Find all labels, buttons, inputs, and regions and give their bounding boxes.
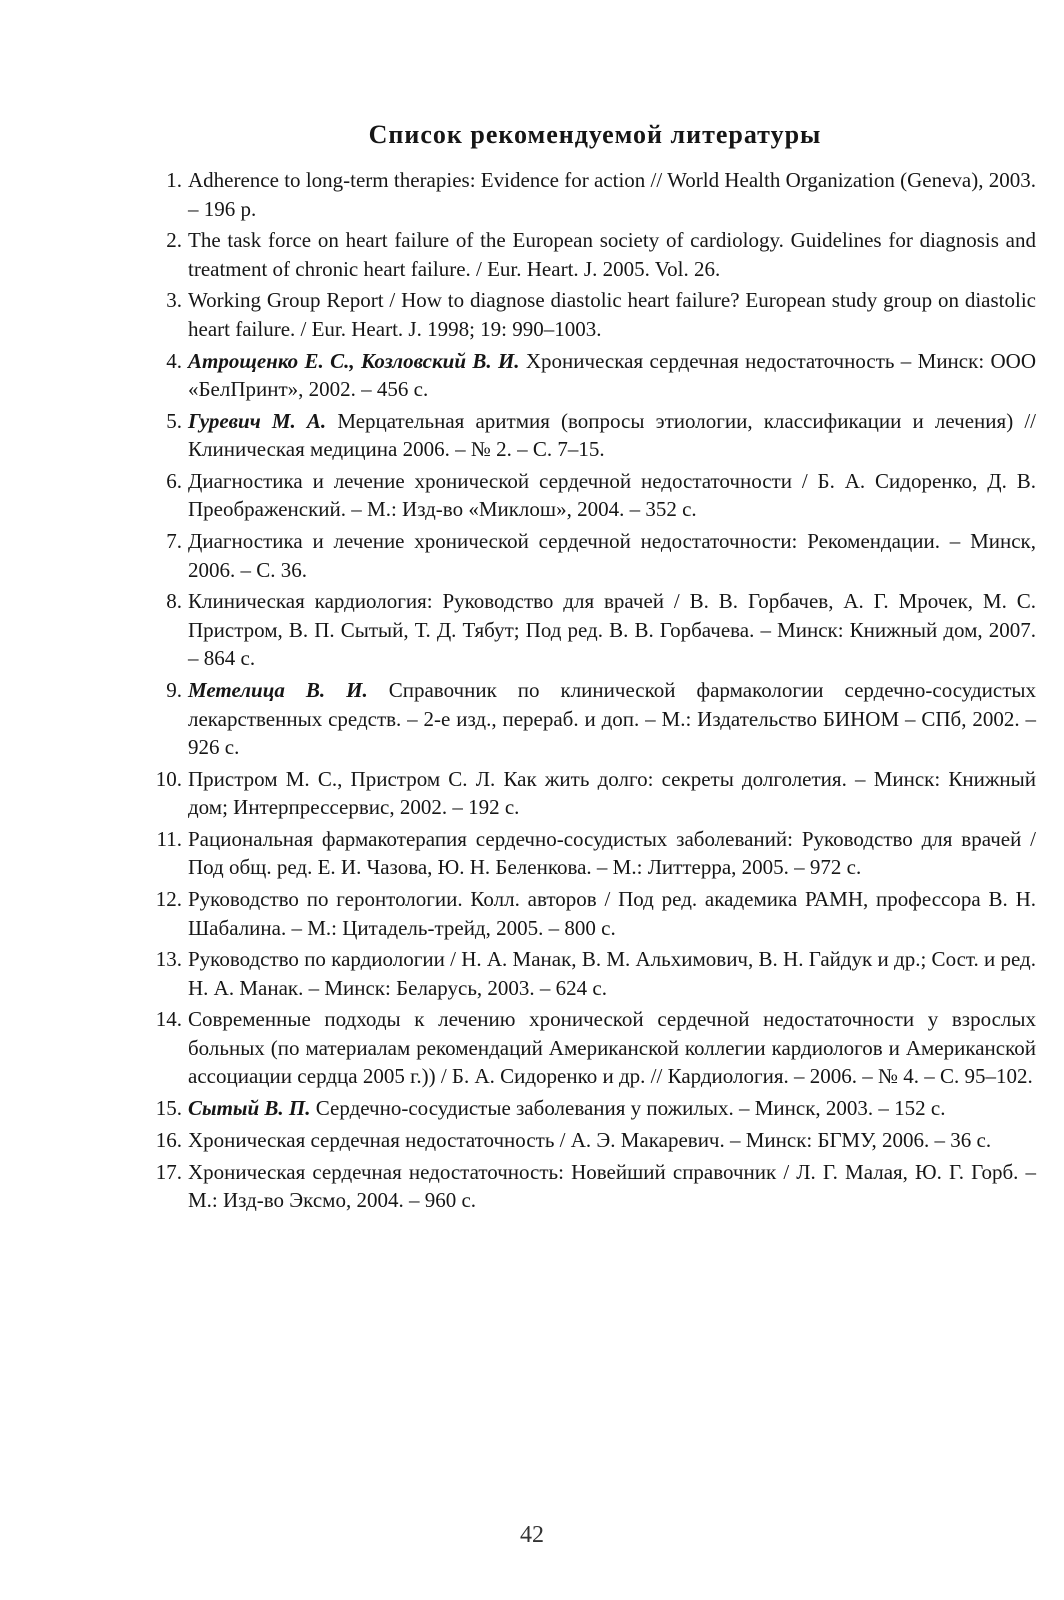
reference-number: 1.	[166, 168, 182, 192]
reference-text: Working Group Report / How to diagnose diastolic heart failure? European study group on diastolic heart failure. / Eur. Heart. J. 1998; 19: 990–1003.	[188, 288, 1036, 341]
reference-item	[148, 226, 1036, 283]
reference-text: Хроническая сердечная недостаточность – Минск: ООО «БелПринт», 2002. – 456 с.	[188, 348, 1036, 402]
reference-item	[148, 676, 1036, 762]
reference-number: 12.	[155, 887, 182, 912]
reference-number: 11.	[156, 826, 182, 851]
page-number: 42	[520, 1522, 544, 1548]
reference-item	[148, 1158, 1036, 1215]
reference-number: 8.	[166, 589, 182, 614]
reference-item	[148, 347, 1036, 404]
reference-text: Руководство по геронтологии. Колл. авторов / Под ред. академика РАМН, профессора В. Н. Шабалина. – М.: Цитадель-трейд, 2005. – 800 с.	[188, 887, 1036, 940]
reference-author: Сытый В. П.	[188, 1096, 311, 1121]
reference-text: Пристром М. С., Пристром С. Л. Как жить долго: секреты долголетия. – Минск: Книжный дом; Интерпрессервис, 2002. – 192 с.	[188, 766, 1036, 820]
reference-text: Современные подходы к лечению хронической сердечной недостаточности у взрослых больных (по материалам рекомендаций Американской коллегии кардиологов и Американской ассоциации сердца 2005 г.)) / Б. А. Сидоренко и др. // Кардиология. – 2006. – № 4. – С. 95–102.	[188, 1007, 1036, 1089]
reference-text: Хроническая сердечная недостаточность: Новейший справочник / Л. Г. Малая, Ю. Г. Горб. – М.: Изд-во Эксмо, 2004. – 960 с.	[188, 1159, 1036, 1212]
reference-item	[148, 166, 1036, 223]
reference-number: 4.	[166, 348, 182, 373]
reference-text: Мерцательная аритмия (вопросы этиологии, классификации и лечения) // Клиническая медицина 2006. – № 2. – С. 7–15.	[188, 408, 1036, 462]
reference-item	[148, 587, 1036, 673]
reference-number: 10.	[155, 766, 182, 791]
reference-item	[148, 527, 1036, 584]
reference-number: 6.	[166, 468, 182, 493]
reference-number: 7.	[166, 529, 182, 554]
reference-author: Атрощенко Е. С., Козловский В. И.	[188, 348, 520, 373]
reference-number: 13.	[155, 947, 182, 972]
reference-text: Диагностика и лечение хронической сердечной недостаточности: Рекомендации. – Минск, 2006. – С. 36.	[188, 529, 1036, 582]
reference-item	[148, 407, 1036, 464]
reference-item	[148, 765, 1036, 822]
page-title: Список рекомендуемой литературы	[368, 120, 822, 149]
reference-number: 17.	[155, 1159, 182, 1184]
reference-text: Хроническая сердечная недостаточность / А. Э. Макаревич. – Минск: БГМУ, 2006. – 36 с.	[188, 1127, 992, 1152]
reference-text: Клиническая кардиология: Руководство для врачей / В. В. Горбачев, А. Г. Мрочек, М. С. Пристром, В. П. Сытый, Т. Д. Тябут; Под ред. В. В. Горбачева. – Минск: Книжный дом, 2007. – 864 с.	[188, 589, 1036, 671]
reference-number: 14.	[155, 1007, 182, 1032]
reference-item	[148, 467, 1036, 524]
reference-text: Диагностика и лечение хронической сердечной недостаточности / Б. А. Сидоренко, Д. В. Преображенский. – М.: Изд-во «Миклош», 2004. – 352 с.	[188, 468, 1036, 522]
reference-text: Руководство по кардиологии / Н. А. Манак, В. М. Альхимович, В. Н. Гайдук и др.; Сост. и ред. Н. А. Манак. – Минск: Беларусь, 2003. – 624 с.	[188, 947, 1036, 1000]
reference-number: 16.	[155, 1127, 182, 1152]
reference-number: 3.	[166, 288, 182, 313]
reference-number: 5.	[166, 408, 182, 433]
reference-text: Сердечно-сосудистые заболевания у пожилых. – Минск, 2003. – 152 с.	[310, 1096, 946, 1121]
reference-list	[148, 166, 1036, 1218]
reference-item	[148, 1094, 1036, 1123]
reference-number: 15.	[155, 1096, 182, 1121]
reference-item	[148, 885, 1036, 942]
reference-number: 9.	[166, 678, 182, 702]
reference-author: Гуревич М. А.	[188, 408, 327, 433]
reference-number: 2.	[166, 228, 182, 253]
reference-text: Adherence to long-term therapies: Evidence for action // World Health Organization (Geneva), 2003. – 196 p.	[188, 168, 1036, 221]
reference-item	[148, 1126, 1036, 1155]
reference-text: Справочник по клинической фармакологии сердечно-сосудистых лекарственных средств. – 2-е изд., перераб. и доп. – М.: Издательство БИНОМ – СПб, 2002. – 926 с.	[188, 678, 1036, 759]
reference-item	[148, 286, 1036, 343]
reference-text: Рациональная фармакотерапия сердечно-сосудистых заболеваний: Руководство для врачей / Под общ. ред. Е. И. Чазова, Ю. Н. Беленкова. – М.: Литтерра, 2005. – 972 с.	[188, 826, 1036, 880]
reference-item	[148, 1005, 1036, 1091]
reference-text: The task force on heart failure of the European society of cardiology. Guidelines for diagnosis and treatment of chronic heart failure. / Eur. Heart. J. 2005. Vol. 26.	[188, 228, 1036, 281]
reference-author: Метелица В. И.	[188, 678, 368, 702]
reference-item	[148, 945, 1036, 1002]
reference-item	[148, 825, 1036, 882]
